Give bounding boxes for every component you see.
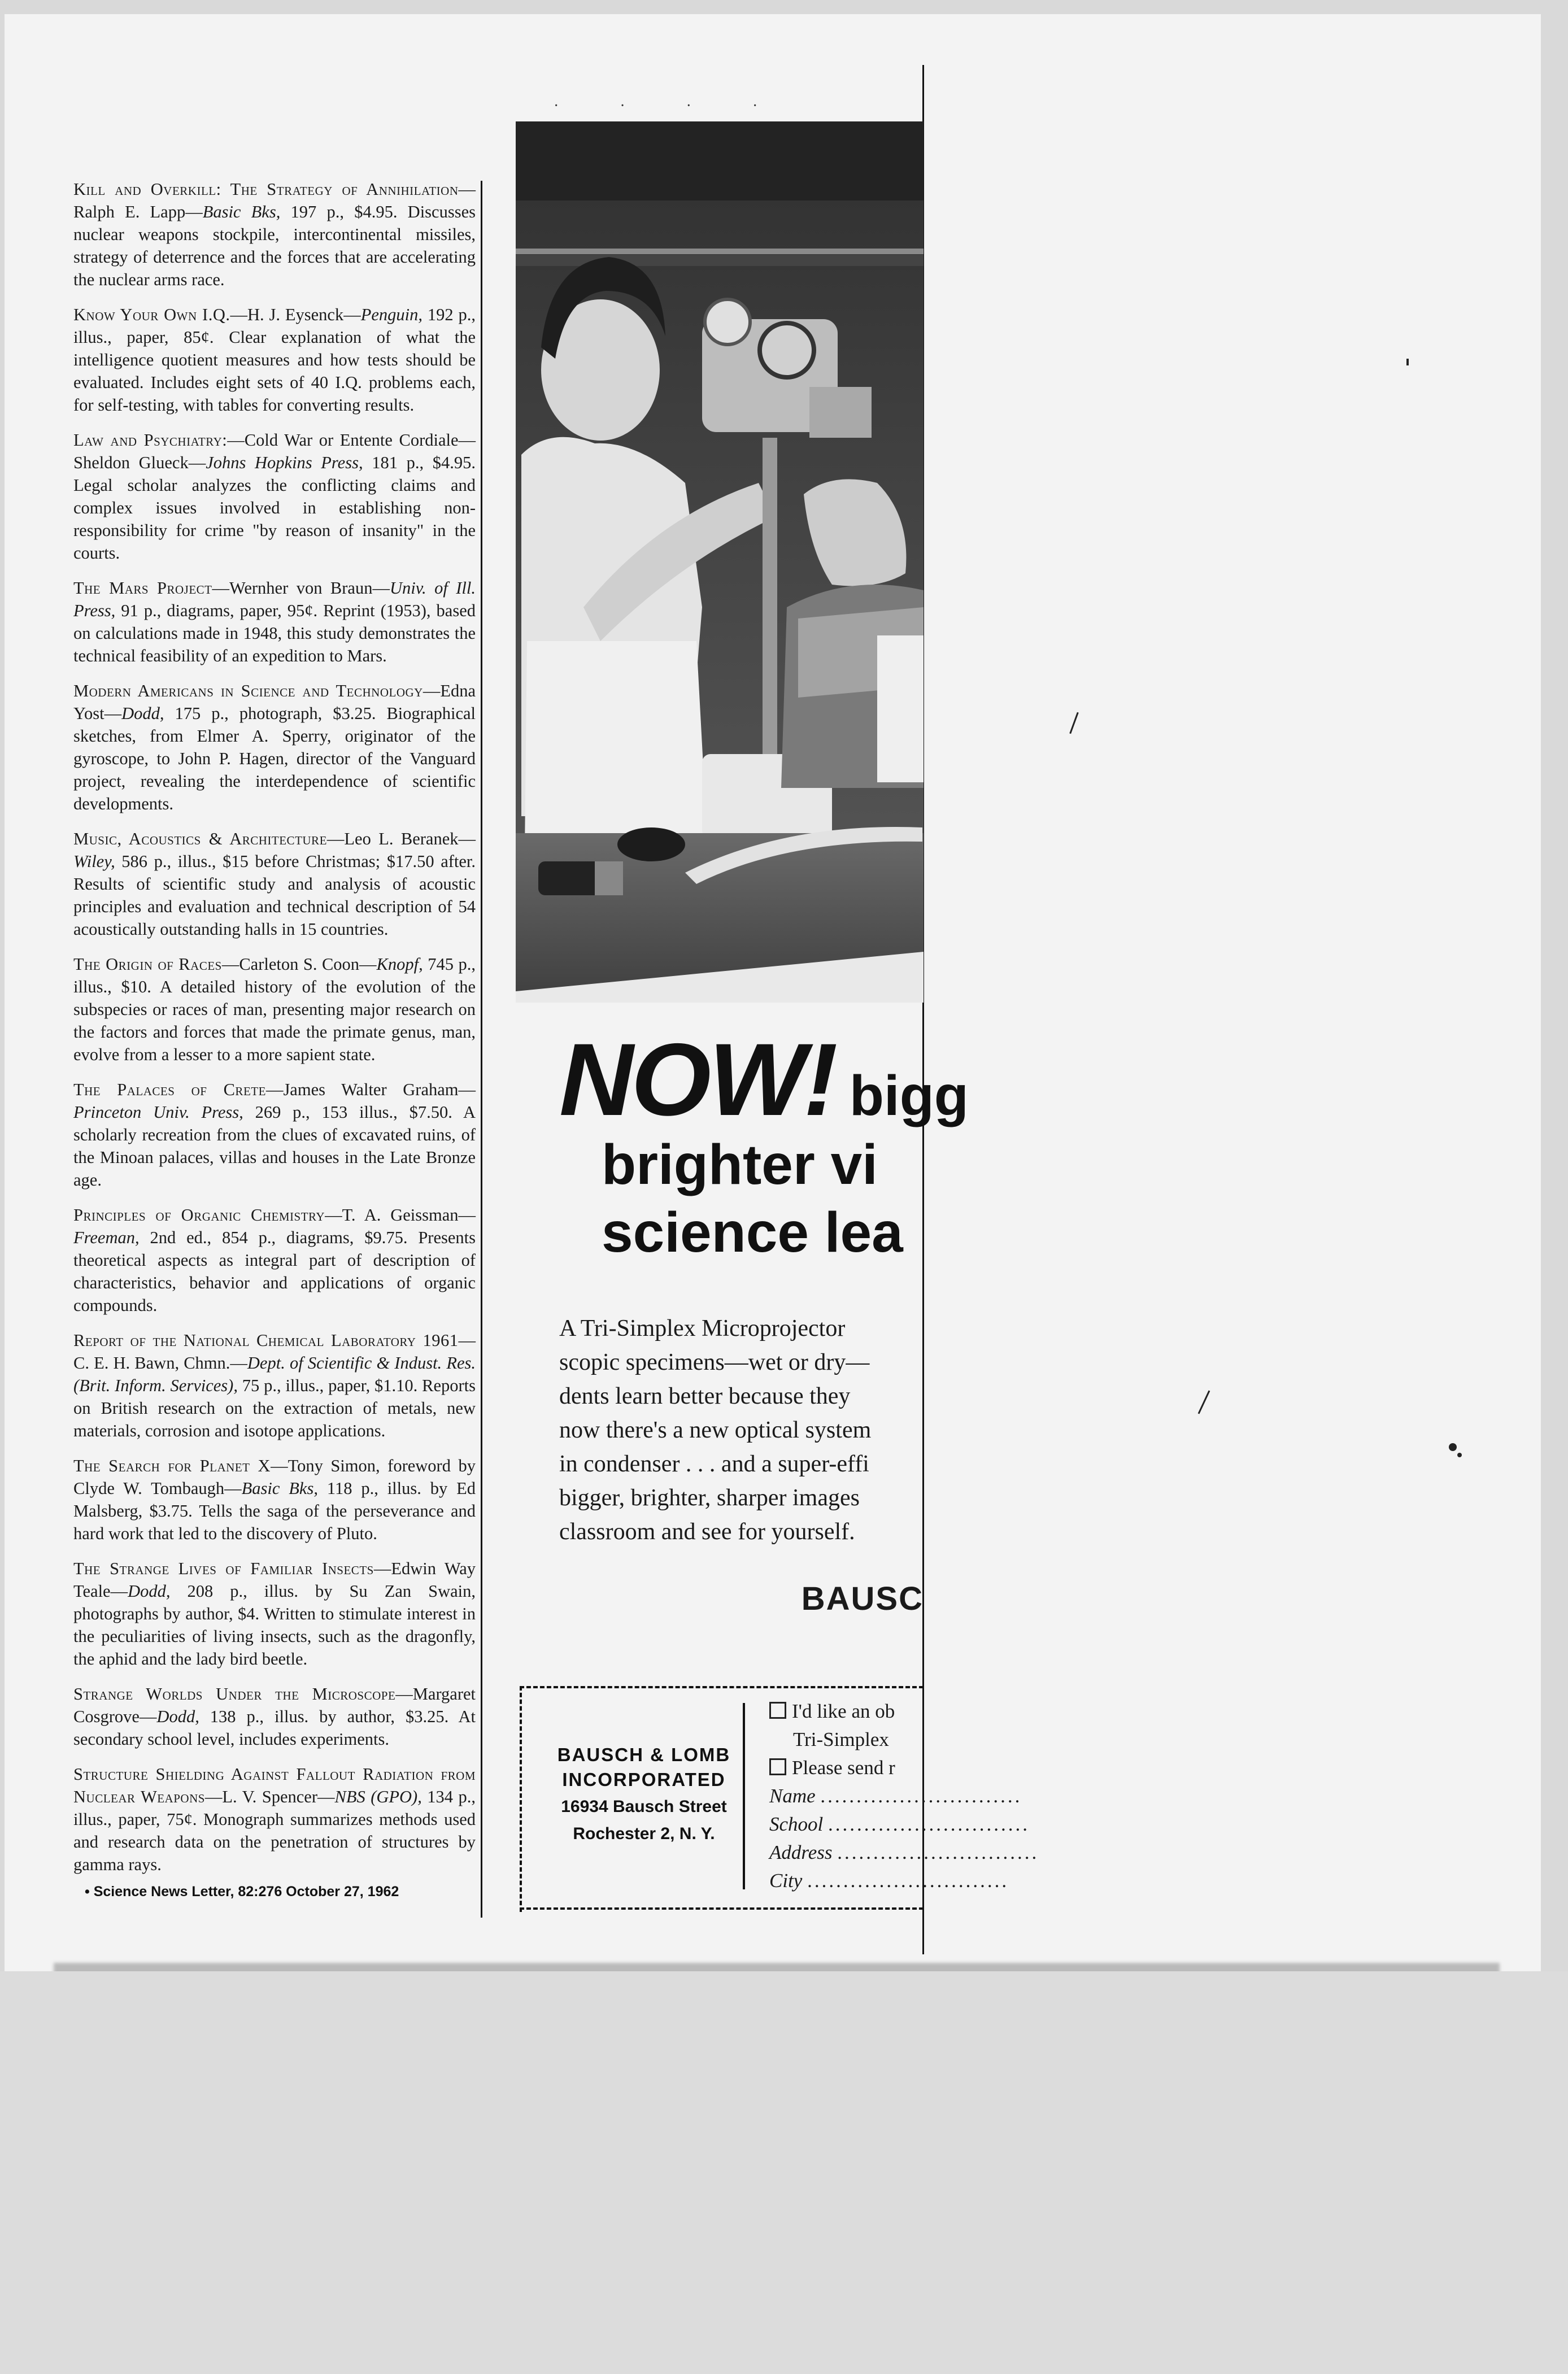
book-publisher: Dodd, bbox=[128, 1582, 171, 1601]
book-description: 208 p., illus. by Su Zan Swain, photographs by author, $4. Written to stimulate interest in the peculiarities of living insects, such as the dragonfly, the aphid and the lady bird beetle. bbox=[73, 1582, 476, 1669]
book-listings bbox=[73, 178, 476, 1900]
book-entry bbox=[73, 679, 476, 815]
print-speck bbox=[1457, 1453, 1462, 1457]
book-title: Principles of Organic Chemistry bbox=[73, 1205, 325, 1225]
field-city[interactable]: City ............................ bbox=[769, 1870, 1009, 1892]
book-author: —Edna Yost— bbox=[73, 681, 476, 723]
checkbox-send[interactable] bbox=[769, 1758, 786, 1775]
book-publisher: Basic Bks, bbox=[241, 1479, 318, 1498]
book-publisher: Knopf, bbox=[376, 955, 423, 974]
ad-headline-line1: bigg bbox=[849, 1064, 969, 1127]
classroom-photo bbox=[516, 121, 924, 1003]
book-description: 91 p., diagrams, paper, 95¢. Reprint (1953), based on calculations made in 1948, this study demonstrates the technical feasibility of an expedition to Mars. bbox=[73, 601, 476, 665]
field-school[interactable]: School ............................ bbox=[769, 1813, 1030, 1835]
book-entry bbox=[73, 178, 476, 291]
book-title: Strange Worlds Under the Microscope bbox=[73, 1684, 396, 1704]
book-title: Modern Americans in Science and Technology bbox=[73, 681, 423, 700]
book-description: 2nd ed., 854 p., diagrams, $9.75. Presents theoretical aspects as integral part of description of characteristics, behavior and applications of organic compounds. bbox=[73, 1228, 476, 1315]
book-publisher: Wiley, bbox=[73, 852, 115, 871]
book-description: 192 p., illus., paper, 85¢. Clear explanation of what the intelligence quotient measures and how tests should be evaluated. Includes eight sets of 40 I.Q. problems each, for self-testing, with tables for converting results. bbox=[73, 305, 476, 415]
print-speck bbox=[1406, 359, 1409, 365]
ad-body-line: bigger, brighter, sharper images bbox=[559, 1485, 860, 1511]
ad-headline-line3: science lea bbox=[602, 1201, 903, 1264]
book-description: 118 p., illus. by Ed Malsberg, $3.75. Tells the saga of the perseverance and hard work that led to the discovery of Pluto. bbox=[73, 1479, 476, 1543]
book-entry bbox=[73, 1763, 476, 1876]
company-address bbox=[548, 1743, 740, 1846]
coupon-divider bbox=[743, 1703, 745, 1889]
company-name: BAUSCH & LOMB bbox=[557, 1744, 731, 1765]
book-entry bbox=[73, 429, 476, 564]
book-title: Structure Shielding Against Fallout Radiation from Nuclear Weapons bbox=[73, 1765, 476, 1806]
book-entry bbox=[73, 303, 476, 416]
book-title: Law and Psychiatry: bbox=[73, 430, 228, 450]
book-title: The Strange Lives of Familiar Insects bbox=[73, 1559, 374, 1578]
option-send[interactable] bbox=[769, 1754, 939, 1782]
book-entry bbox=[73, 1329, 476, 1442]
option-demo[interactable] bbox=[769, 1697, 939, 1726]
option-demo-label: I'd like an ob bbox=[792, 1700, 895, 1722]
book-description: 586 p., illus., $15 before Christmas; $17.50 after. Results of scientific study and analysis of acoustic principles and evaluation and technical description of 54 acoustically outstanding halls in 15 countries. bbox=[73, 852, 476, 939]
book-entry bbox=[73, 827, 476, 940]
book-author: —Leo L. Beranek— bbox=[326, 829, 476, 848]
book-publisher: Dodd, bbox=[121, 704, 164, 723]
book-title: The Mars Project bbox=[73, 578, 212, 598]
field-name-label: Name bbox=[769, 1785, 816, 1807]
coupon-border-bottom bbox=[520, 1907, 924, 1910]
book-entry bbox=[73, 1204, 476, 1317]
book-description: 134 p., illus., paper, 75¢. Monograph summarizes methods used and research data on the penetration of structures by gamma rays. bbox=[73, 1787, 476, 1874]
option-send-label: Please send r bbox=[792, 1757, 895, 1779]
ad-body-line: now there's a new optical system bbox=[559, 1417, 872, 1443]
book-author: —Margaret Cosgrove— bbox=[73, 1684, 476, 1726]
page-footer: • Science News Letter, 82:276 October 27, 1962 bbox=[85, 1884, 399, 1900]
coupon-border-left bbox=[520, 1686, 522, 1912]
book-publisher: Princeton Univ. Press, bbox=[73, 1103, 243, 1122]
book-description: 745 p., illus., $10. A detailed history of the evolution of the subspecies or races of man, presenting major research on the factors and forces that made the primate genus, man, evolve from a lesser to a more sapient state. bbox=[73, 955, 476, 1064]
book-title: Kill and Overkill: The Strategy of Annihilation bbox=[73, 180, 459, 199]
book-title: The Palaces of Crete bbox=[73, 1080, 266, 1099]
coupon-border-top bbox=[520, 1686, 924, 1688]
ad-brand: BAUSC bbox=[801, 1580, 924, 1617]
ad-body-line: A Tri-Simplex Microprojector bbox=[559, 1315, 846, 1341]
book-publisher: Penguin, bbox=[360, 305, 423, 324]
background-surface bbox=[0, 1971, 1568, 2374]
book-entry bbox=[73, 953, 476, 1066]
book-description: 175 p., photograph, $3.25. Biographical sketches, from Elmer A. Sperry, originator of the gyroscope, to John P. Hagen, director of the Vanguard project, revealing the interdependence of scientific developments. bbox=[73, 704, 476, 813]
ad-now: NOW! bbox=[559, 1022, 836, 1137]
book-author: —Carleton S. Coon— bbox=[221, 955, 377, 974]
book-publisher: Dept. of Scientific & Indust. Res. (Brit. Inform. Services), bbox=[73, 1353, 476, 1395]
book-publisher: Dodd, bbox=[156, 1707, 199, 1726]
book-author: —Cold War or Entente Cordiale—Sheldon Glueck— bbox=[73, 430, 476, 472]
book-author: —L. V. Spencer— bbox=[204, 1787, 335, 1806]
field-address[interactable]: Address ............................ bbox=[769, 1841, 1039, 1863]
book-entry bbox=[73, 1557, 476, 1670]
book-entry bbox=[73, 1078, 476, 1191]
book-author: —Edwin Way Teale— bbox=[73, 1559, 476, 1601]
book-entry bbox=[73, 1683, 476, 1750]
company-inc: INCORPORATED bbox=[562, 1769, 726, 1790]
book-author: —Tony Simon, foreword by Clyde W. Tombaugh— bbox=[73, 1456, 476, 1498]
ad-body-line: in condenser . . . and a super-effi bbox=[559, 1451, 869, 1477]
field-school-label: School bbox=[769, 1813, 824, 1835]
book-description: 197 p., $4.95. Discusses nuclear weapons stockpile, intercontinental missiles, strategy of deterrence and the forces that are accelerating the nuclear arms race. bbox=[73, 202, 476, 289]
ad-headline-line2: brighter vi bbox=[602, 1133, 878, 1196]
option-demo-line2: Tri-Simplex bbox=[793, 1728, 889, 1750]
ad-body-line: scopic specimens—wet or dry— bbox=[559, 1349, 870, 1375]
book-title: Music, Acoustics & Architecture bbox=[73, 829, 327, 848]
book-author: —C. E. H. Bawn, Chmn.— bbox=[73, 1331, 476, 1373]
book-title: Know Your Own I.Q. bbox=[73, 305, 230, 324]
book-title: The Origin of Races bbox=[73, 955, 222, 974]
book-entry bbox=[73, 577, 476, 667]
book-author: —James Walter Graham— bbox=[265, 1080, 476, 1099]
book-description: 75 p., illus., paper, $1.10. Reports on British research on the extraction of metals, new materials, corrosion and isotope applications. bbox=[73, 1376, 476, 1440]
print-speck bbox=[1449, 1443, 1457, 1451]
book-title: The Search for Planet X bbox=[73, 1456, 271, 1475]
ad-body-line: classroom and see for yourself. bbox=[559, 1519, 855, 1545]
microprojector-ad bbox=[559, 1022, 969, 1618]
field-address-label: Address bbox=[769, 1841, 833, 1863]
ad-headline bbox=[559, 1022, 969, 1137]
book-author: —Ralph E. Lapp— bbox=[73, 180, 476, 221]
book-author: —H. J. Eysenck— bbox=[230, 305, 361, 324]
book-entry bbox=[73, 1454, 476, 1545]
book-publisher: Univ. of Ill. Press, bbox=[73, 578, 476, 620]
ad-body-line: dents learn better because they bbox=[559, 1383, 851, 1409]
book-publisher: Basic Bks, bbox=[202, 202, 281, 221]
company-city: Rochester 2, N. Y. bbox=[573, 1824, 715, 1843]
checkbox-demo[interactable] bbox=[769, 1702, 786, 1719]
book-title: Report of the National Chemical Laboratory 1961 bbox=[73, 1331, 459, 1350]
book-description: 269 p., 153 illus., $7.50. A scholarly recreation from the clues of excavated ruins, of the Minoan palaces, villas and houses in the Late Bronze age. bbox=[73, 1103, 476, 1190]
company-street: 16934 Bausch Street bbox=[561, 1797, 727, 1816]
ad-body bbox=[559, 1312, 924, 1549]
field-city-label: City bbox=[769, 1870, 803, 1892]
book-author: —Wernher von Braun— bbox=[212, 578, 390, 598]
coupon-form bbox=[769, 1697, 1039, 1895]
book-description: 138 p., illus. by author, $3.25. At secondary school level, includes experiments. bbox=[73, 1707, 476, 1749]
book-publisher: Freeman, bbox=[73, 1228, 140, 1247]
order-coupon bbox=[520, 1686, 1039, 1912]
book-description: 181 p., $4.95. Legal scholar analyzes the conflicting claims and complex issues involved in establishing non-responsibility for crime "by reason of insanity" in the courts. bbox=[73, 453, 476, 563]
book-publisher: Johns Hopkins Press, bbox=[206, 453, 363, 472]
book-publisher: NBS (GPO), bbox=[334, 1787, 422, 1806]
book-author: —T. A. Geissman— bbox=[325, 1205, 476, 1225]
field-name[interactable]: Name ............................ bbox=[769, 1785, 1022, 1807]
column-rule-left bbox=[481, 181, 482, 1918]
print-specks: · · · · bbox=[554, 97, 781, 115]
